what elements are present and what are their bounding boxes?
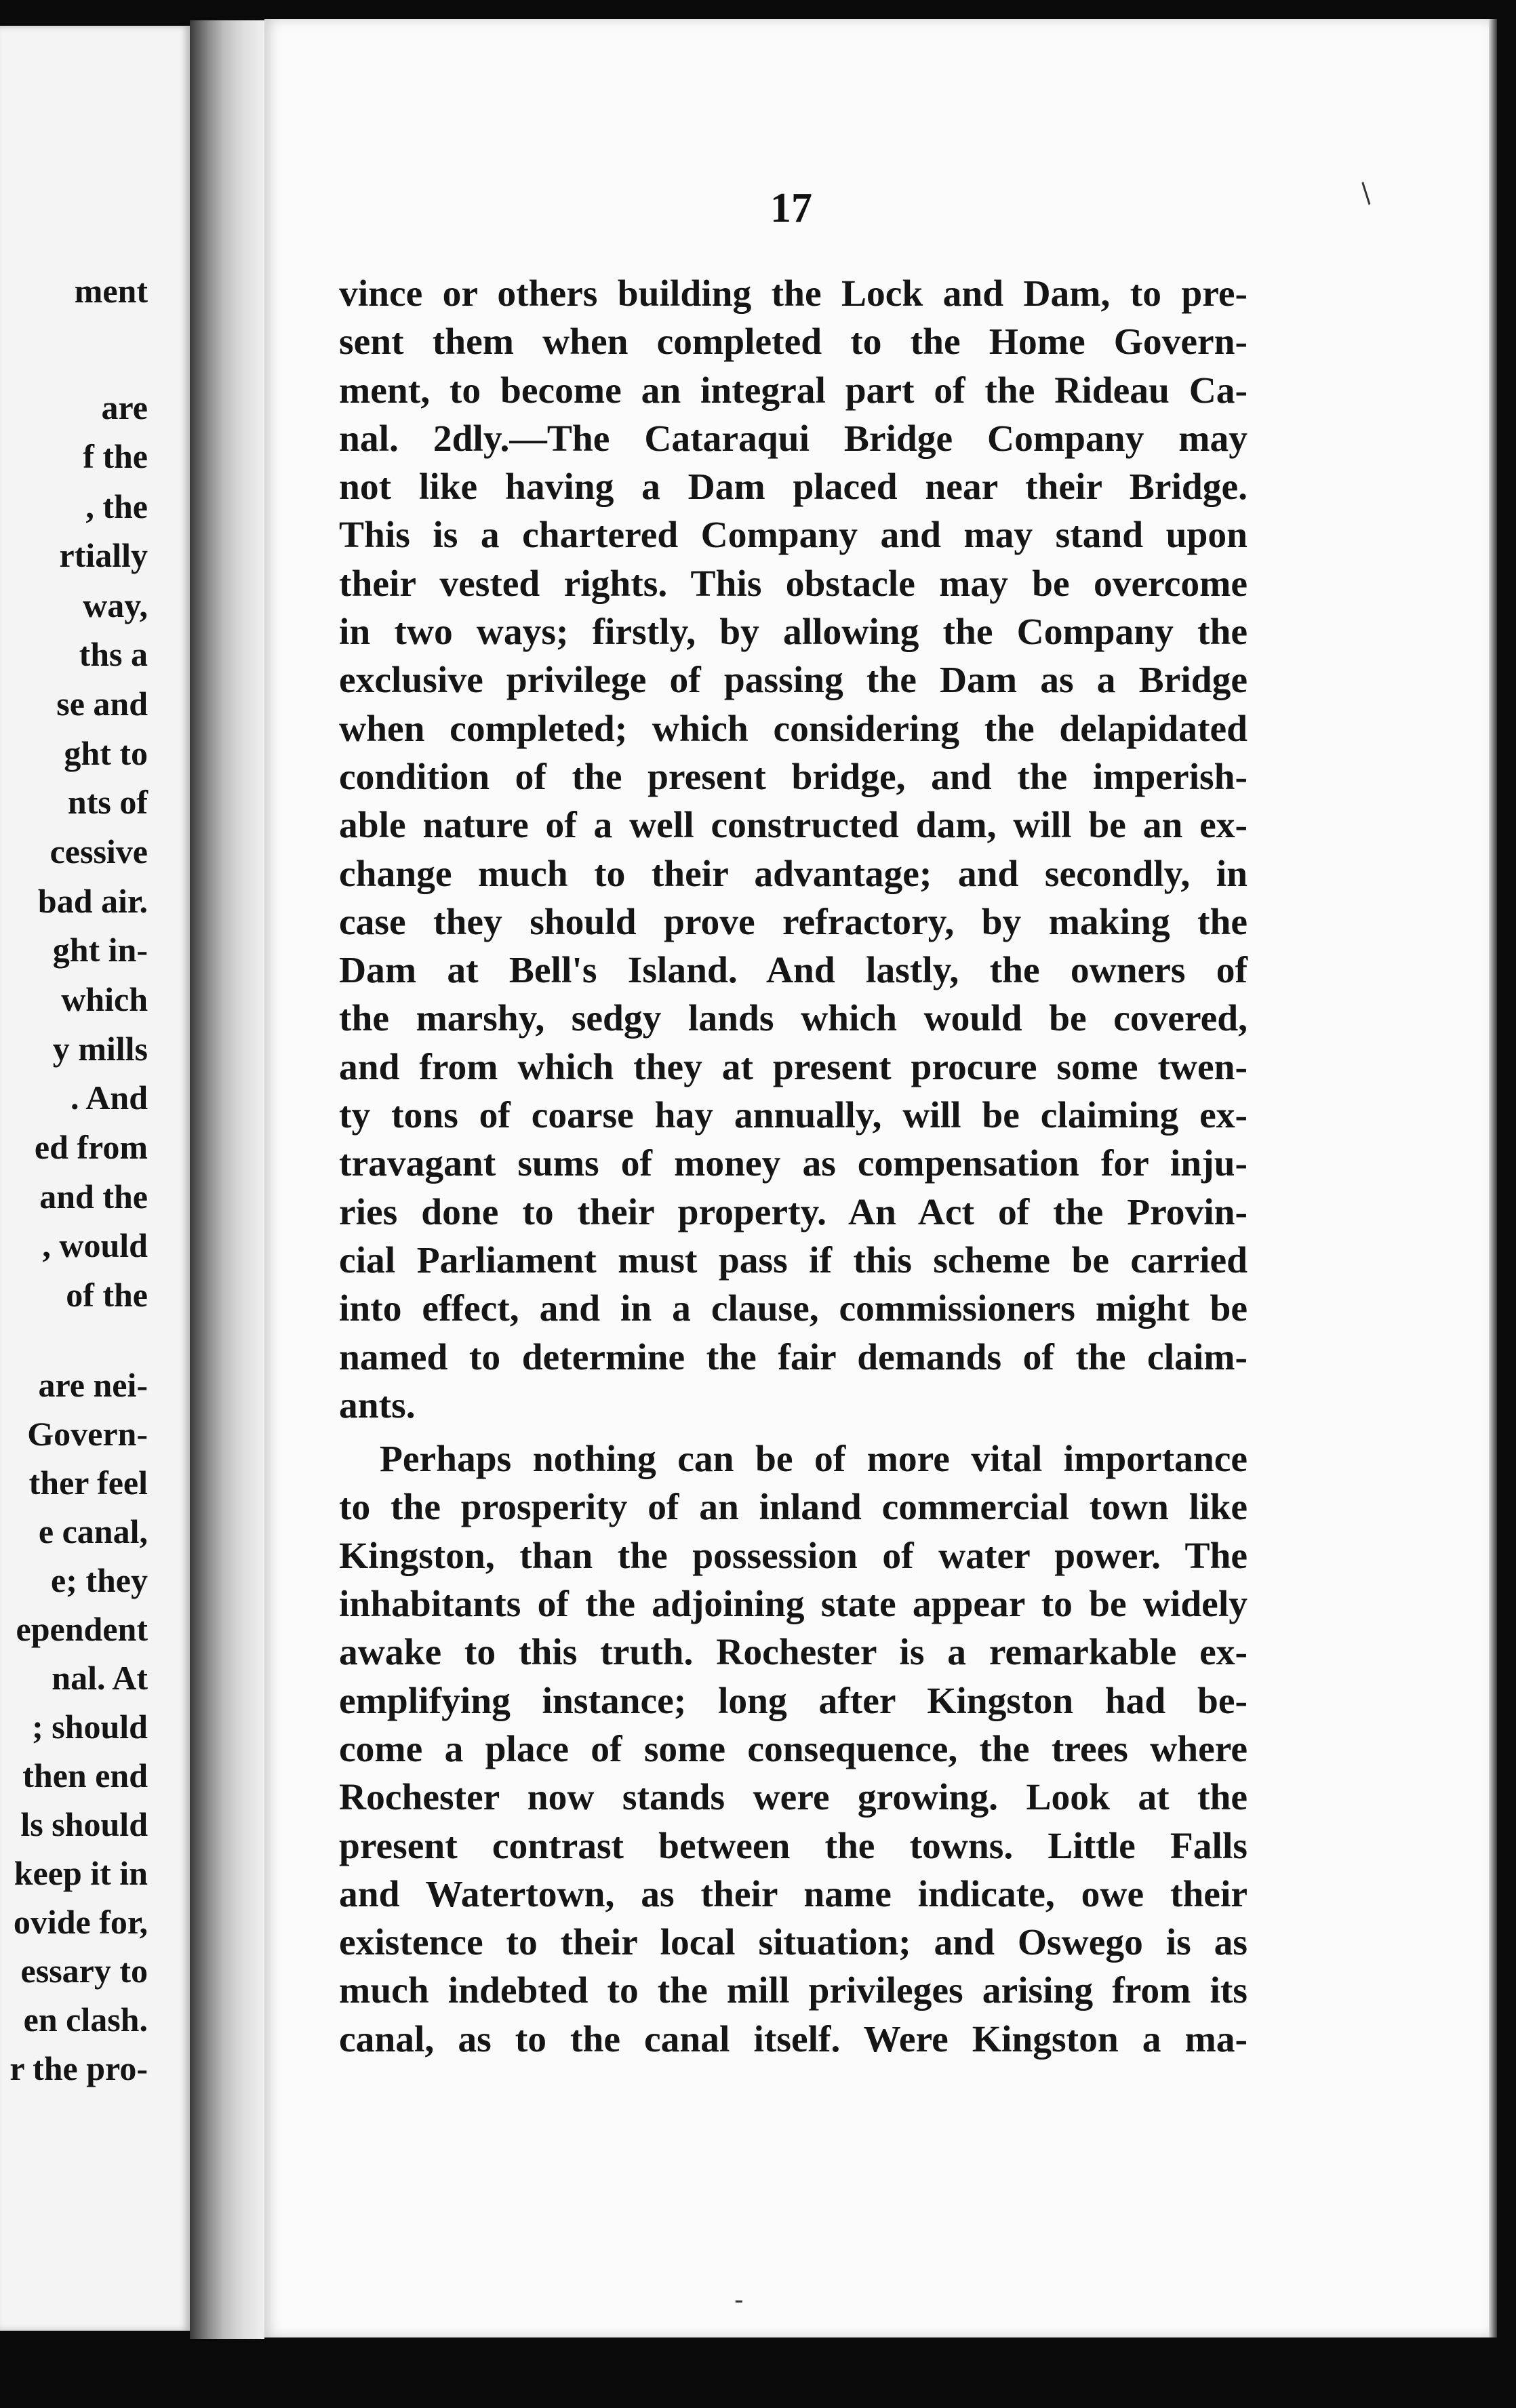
text-line: present contrast between the towns. Little Falls	[339, 1825, 1248, 1867]
text-line: Perhaps nothing can be of more vital importance	[380, 1439, 1248, 1481]
left-fragment: f the	[83, 437, 148, 475]
paragraph-gap	[339, 1430, 1248, 1435]
text-line: nal. 2dly.—The Cataraqui Bridge Company may	[339, 418, 1248, 460]
text-line: exclusive privilege of passing the Dam as a Bridge	[339, 660, 1248, 702]
text-line: condition of the present bridge, and the imperish-	[339, 756, 1248, 798]
left-fragment: ed from	[34, 1128, 148, 1166]
left-fragment: and the	[39, 1178, 148, 1216]
text-line: not like having a Dam placed near their Bridge.	[339, 466, 1248, 508]
stray-mark: /	[1353, 178, 1379, 209]
body-text	[339, 270, 1248, 2064]
left-fragment: Govern-	[27, 1415, 148, 1453]
text-line: their vested rights. This obstacle may be overcome	[339, 563, 1248, 605]
text-line: named to determine the fair demands of the claim-	[339, 1336, 1248, 1378]
text-line: inhabitants of the adjoining state appear to be widely	[339, 1584, 1248, 1626]
left-fragment: cessive	[49, 832, 148, 870]
text-line: able nature of a well constructed dam, will be an ex-	[339, 805, 1248, 847]
left-fragment: ovide for,	[13, 1903, 148, 1941]
left-fragment: then end	[22, 1757, 148, 1794]
text-line: cial Parliament must pass if this scheme be carried	[339, 1239, 1248, 1281]
left-fragment: ght in-	[52, 931, 148, 969]
text-line: in two ways; firstly, by allowing the Company the	[339, 611, 1248, 654]
left-fragment: se and	[56, 685, 148, 723]
text-line: ty tons of coarse hay annually, will be claiming ex-	[339, 1095, 1248, 1137]
text-line: emplifying instance; long after Kingston had be-	[339, 1680, 1248, 1722]
text-line: come a place of some consequence, the trees where	[339, 1728, 1248, 1770]
left-fragment: ; should	[32, 1708, 148, 1746]
text-line: change much to their advantage; and secondly, in	[339, 853, 1248, 895]
left-fragment: ls should	[20, 1805, 148, 1843]
left-fragment: ths a	[79, 635, 148, 673]
left-fragment: , the	[85, 487, 148, 525]
text-line: to the prosperity of an inland commercial town like	[339, 1487, 1248, 1529]
text-line: vince or others building the Lock and Dam, to pre-	[339, 273, 1248, 315]
book-gutter	[190, 20, 264, 2339]
page-edge	[1489, 19, 1497, 2337]
left-fragment: way,	[83, 586, 148, 624]
left-fragment: ght to	[64, 734, 148, 772]
left-fragment: bad air.	[37, 882, 148, 920]
left-fragment: ment	[74, 272, 148, 310]
text-line: case they should prove refractory, by making the	[339, 901, 1248, 943]
text-line: and Watertown, as their name indicate, owe their	[339, 1873, 1248, 1915]
text-line: Kingston, than the possession of water power. The	[339, 1535, 1248, 1577]
paragraph-2	[339, 1435, 1248, 2064]
text-line: Rochester now stands were growing. Look at the	[339, 1777, 1248, 1819]
stray-mark: -	[734, 2285, 744, 2316]
left-fragment: e canal,	[38, 1512, 148, 1550]
left-fragment: ependent	[16, 1610, 148, 1648]
text-line: when completed; which considering the delapidated	[339, 708, 1248, 750]
text-line: This is a chartered Company and may stand upon	[339, 515, 1248, 557]
text-line: awake to this truth. Rochester is a remarkable ex-	[339, 1632, 1248, 1674]
text-line: canal, as to the canal itself. Were Kingston a ma-	[339, 2018, 1248, 2060]
left-fragment: y mills	[52, 1030, 148, 1068]
left-fragment: e; they	[51, 1561, 148, 1599]
paragraph-1	[339, 270, 1248, 1430]
left-fragment: . And	[71, 1079, 148, 1117]
left-fragment: nal. At	[52, 1659, 148, 1697]
left-fragment: nts of	[67, 783, 148, 821]
left-fragment: en clash.	[23, 2001, 148, 2039]
page-number: 17	[770, 185, 812, 231]
text-line: the marshy, sedgy lands which would be covered,	[339, 998, 1248, 1040]
left-fragment: keep it in	[14, 1854, 148, 1892]
text-line: existence to their local situation; and Oswego is as	[339, 1922, 1248, 1964]
text-line: and from which they at present procure some twen-	[339, 1046, 1248, 1088]
facing-page-left	[0, 26, 190, 2331]
left-fragment: of the	[66, 1276, 148, 1314]
text-line: into effect, and in a clause, commissioners might be	[339, 1288, 1248, 1330]
left-fragment: ther feel	[28, 1464, 148, 1502]
left-fragment: are	[101, 388, 148, 426]
left-fragment: essary to	[20, 1952, 148, 1990]
left-fragment: are nei-	[38, 1366, 148, 1404]
text-line: travagant sums of money as compensation for inju-	[339, 1143, 1248, 1185]
text-line: ants.	[339, 1384, 416, 1426]
left-fragment: rtially	[59, 536, 148, 574]
left-fragment: r the pro-	[9, 2049, 148, 2087]
text-line: ries done to their property. An Act of the Provin-	[339, 1191, 1248, 1233]
text-line: Dam at Bell's Island. And lastly, the owners of	[339, 950, 1248, 992]
text-line: sent them when completed to the Home Govern-	[339, 321, 1248, 363]
text-line: much indebted to the mill privileges arising from its	[339, 1970, 1248, 2012]
left-fragment: which	[61, 980, 148, 1018]
left-fragment: , would	[42, 1226, 148, 1264]
text-line: ment, to become an integral part of the Rideau Ca-	[339, 369, 1248, 412]
